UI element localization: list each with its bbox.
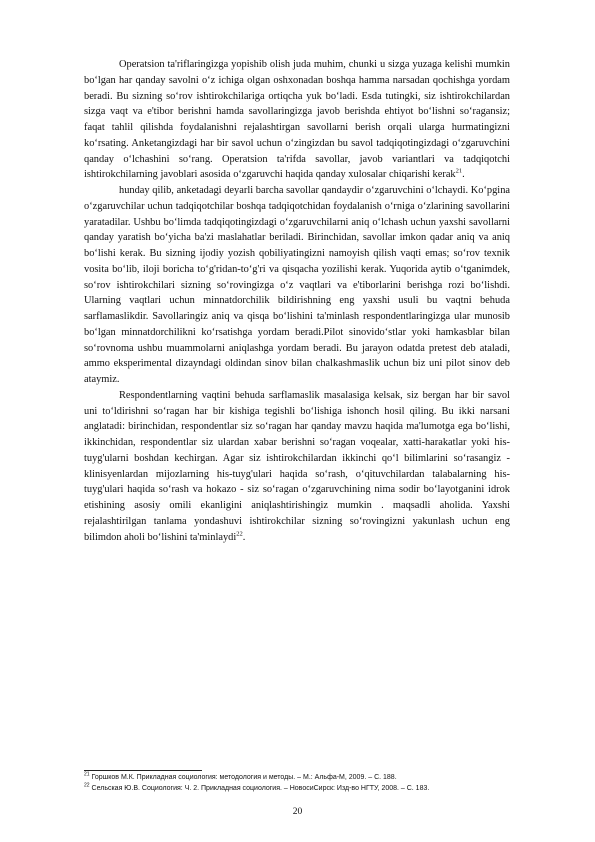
footnote-number: 22	[84, 782, 90, 789]
paragraph-3-tail: .	[242, 531, 246, 543]
paragraph-1	[84, 57, 510, 183]
paragraph-1-text: Operatsion ta'riflaringizga yopishib olish juda muhim, chunki u sizga yuzaga kelishi mumkin bo‘lgan har qanday savolni o‘z ichiga olgan oshxonadan boshqa hamma narsadan qochishga yordam beradi. Bu sizning so‘rov ishtirokchilariga ortiqcha yuk bo‘ladi. Esda tutingki, siz ishtirokchilardan sizga vaqt va e'tibor berishni hamda savollaringizga javob berishda ehtiyot bo‘lishni so‘ragansiz; faqat tahlil qilishda foydalanishni rejalashtirgan savollarni berish orqali ularga hurmatingizni ko‘rsating. Anketangizdagi har bir savol uchun o‘zingizdan bu savol tadqiqotingizdagi o‘zgaruvchini qanday o‘lchashini so‘rang. Operatsion ta'rifda savollar, javob variantlari va tadqiqotchi ishtirokchilarning javoblari asosida o‘zgaruvchi haqida qanday xulosalar chiqarishi kerak	[84, 59, 510, 181]
paragraph-3-text: Respondentlarning vaqtini behuda sarflamaslik masalasiga kelsak, siz bergan har bir savol uni to‘ldirishni so‘ragan har bir kishiga tegishli bo‘lishiga ishonch hosil qiling. Bu ikki narsani anglatadi: birinchidan, respondentlar siz so‘ragan har qanday mavzu haqida ma'lumotga ega bo‘lishi, ikkinchidan, respondentlar siz ulardan xabar berishni so‘ragan voqealar, xatti-harakatlar yoki his-tuyg'ularni boshdan kechirgan. Agar siz ishtirokchilardan ikkinchi qo‘l bilimlarini so‘rasangiz - klinisyenlardan mijozlarning his-tuyg'ulari haqida so‘rash, o‘qituvchilardan talabalarning his-tuyg'ulari haqida so‘rash va hokazo - siz so‘ragan o‘zgaruvchining nima sodir bo‘layotganini idrok etishining asosiy omili ekanligini aniqlashtirishingiz mumkin . maqsadli aholida. Yaxshi rejalashtirilgan tanlama yondashuvi ishtirokchilar sizning so‘rovingizni yakunlash uchun eng bilimdon aholi bo‘lishini ta'minlaydi	[84, 389, 510, 543]
paragraph-3	[84, 388, 510, 546]
footnote-21	[84, 772, 524, 783]
body-text	[84, 57, 510, 545]
footnote-number: 21	[84, 771, 90, 778]
footnote-separator	[84, 770, 202, 771]
footnote-22	[84, 783, 524, 794]
page-number: 20	[292, 807, 303, 817]
footnote-ref-22[interactable]: 22	[236, 530, 243, 538]
footnote-ref-21[interactable]: 21	[455, 167, 463, 175]
footnote-text: Горшков М.К. Прикладная социология: методология и методы. – М.: Альфа-М, 2009. – С. 188.	[91, 774, 397, 781]
footnote-text: Сельская Ю.В. Социология: Ч. 2. Прикладная социология. – НовосиСирск: Изд-во НГТУ, 2008. – С. 183.	[91, 785, 430, 792]
paragraph-2-text: hunday qilib, anketadagi deyarli barcha savollar qandaydir o‘zgaruvchini o‘lchaydi. Ko‘pgina o‘zgaruvchilar uchun tadqiqotchilar boshqa tadqiqotchidan foydalanish o‘rniga o‘zlarining savollarini yaratadilar. Ushbu bo‘limda tadqiqotingizdagi o‘zgaruvchilarni aniq o‘lchash uchun yaxshi savollarni qanday yaratish bo‘yicha ba'zi maslahatlar beriladi. Birinchidan, savollar imkon qadar aniq va aniq bo‘lishi kerak. Bu sizning ijodiy yozish qobiliyatingizni namoyish qilish vaqti emas; so‘rov texnik vosita bo‘lib, iloji boricha to‘g'ridan-to‘g'ri va qisqacha yozilishi kerak. Yuqorida aytib o‘tganimdek, so‘rov ishtirokchilari sizning so‘rovingizga o‘z vaqtlari va e'tiborlarini berishga rozi bo‘lishdi. Ularning vaqtlari uchun minnatdorchilik bildirishning eng yaxshi usuli bu vaqtni behuda sarflamaslikdir. Savollaringiz aniq va qisqa bo‘lishini ta'minlash respondentlaringizga ular munosib bo‘lgan minnatdorchilikni ko‘rsatishga yordam beradi.Pilot sinovido‘stlar yoki hamkasblar bilan so‘rovnoma ushbu muammolarni aniqlashga yordam beradi. Bu jarayon odatda pretest deb ataladi, ammo eksperimental dizayndagi oldindan sinov bilan chalkashmaslik uchun biz uni pilot sinov deb ataymiz.	[84, 185, 510, 385]
footnotes	[84, 772, 524, 794]
paragraph-2	[84, 183, 510, 388]
paragraph-1-tail: .	[462, 169, 465, 181]
